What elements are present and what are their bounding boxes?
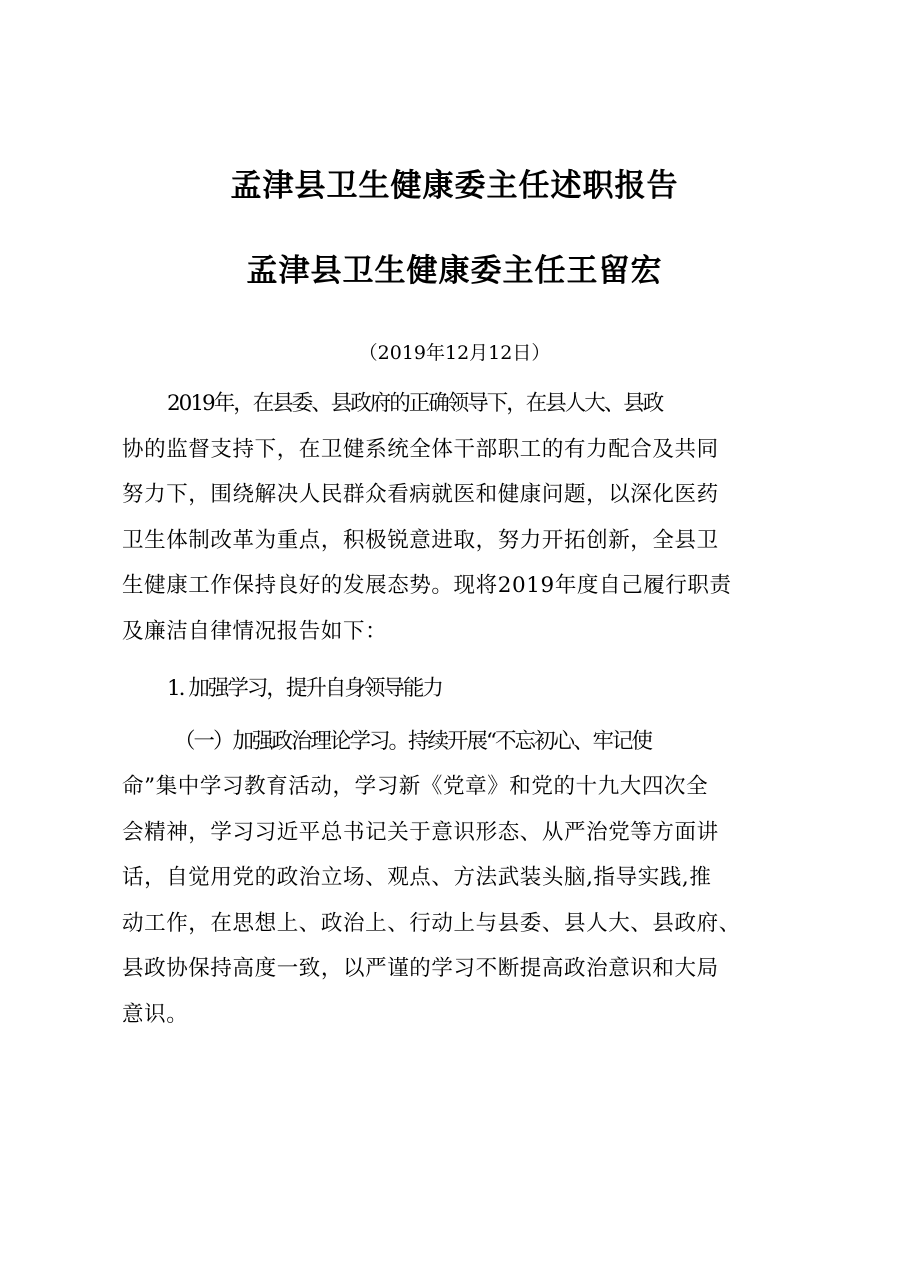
paragraph-2-line: 命”集中学习教育活动，学习新《党章》和党的十九大四次全 xyxy=(122,774,709,799)
paragraph-2-line: 会精神，学习习近平总书记关于意识形态、从严治党等方面讲 xyxy=(122,820,719,845)
report-title: 孟津县卫生健康委主任述职报告 xyxy=(230,168,679,204)
paragraph-2-line: 动工作，在思想上、政治上、行动上与县委、县人大、县政府、 xyxy=(122,911,741,936)
paragraph-2-line: 意识。 xyxy=(122,1002,189,1027)
report-subtitle: 孟津县卫生健康委主任王留宏 xyxy=(246,253,663,289)
report-date: （2019年12月12日） xyxy=(358,342,551,364)
section-heading: 1. 加强学习，提升自身领导能力 xyxy=(167,676,442,701)
paragraph-1-line: 及廉洁自律情况报告如下： xyxy=(122,619,388,644)
paragraph-2-line: （一）加强政治理论学习。持续开展“不忘初心、牢记使 xyxy=(174,729,651,754)
paragraph-2-line: 县政协保持高度一致，以严谨的学习不断提高政治意识和大局 xyxy=(122,956,719,981)
paragraph-1-line: 生健康工作保持良好的发展态势。现将2019年度自己履行职责 xyxy=(122,573,732,598)
paragraph-1-line: 努力下，围绕解决人民群众看病就医和健康问题，以深化医药 xyxy=(122,482,719,507)
paragraph-1-line: 协的监督支持下，在卫健系统全体干部职工的有力配合及共同 xyxy=(122,437,719,462)
paragraph-1-line: 2019年，在县委、县政府的正确领导下，在县人大、县政 xyxy=(167,391,663,416)
paragraph-2-line: 话，自觉用党的政治立场、观点、方法武装头脑,指导实践,推 xyxy=(122,865,712,890)
paragraph-1-line: 卫生体制改革为重点，积极锐意进取，努力开拓创新，全县卫 xyxy=(122,528,719,553)
